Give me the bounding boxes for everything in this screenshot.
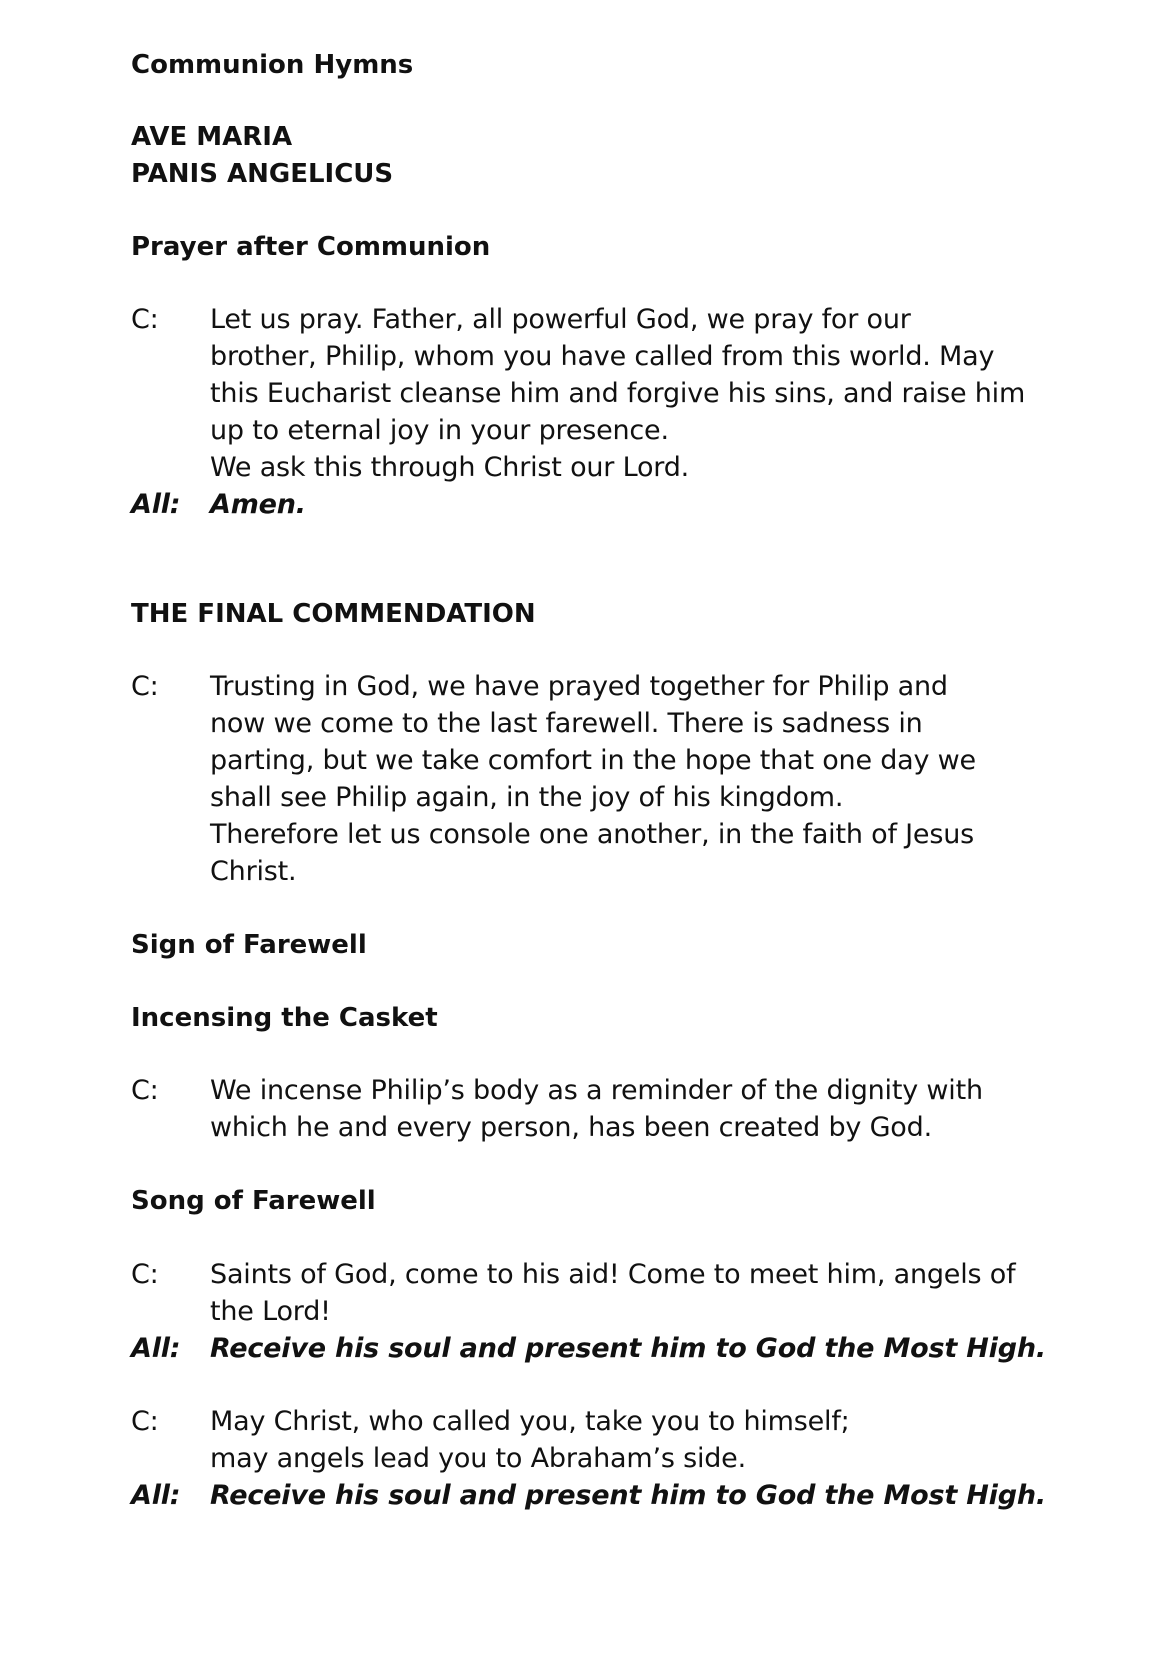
prayer-after-communion-heading: Prayer after Communion [131, 232, 491, 262]
all-response: Receive his soul and present him to God the Most High. [210, 1480, 1046, 1511]
song-of-farewell-heading: Song of Farewell [131, 1186, 376, 1216]
commendation-line: shall see Philip again, in the joy of his kingdom. [210, 782, 844, 813]
all-response: Receive his soul and present him to God the Most High. [210, 1333, 1046, 1364]
incensing-heading: Incensing the Casket [131, 1003, 438, 1033]
celebrant-label: C: [131, 1406, 159, 1437]
sign-of-farewell-heading: Sign of Farewell [131, 930, 367, 960]
all-label: All: [131, 489, 181, 520]
prayer-line: Let us pray. Father, all powerful God, we pray for our [210, 304, 911, 335]
song-line: the Lord! [210, 1296, 331, 1327]
commendation-line: now we come to the last farewell. There is sadness in [210, 708, 923, 739]
final-commendation-heading: THE FINAL COMMENDATION [131, 599, 536, 629]
celebrant-label: C: [131, 304, 159, 335]
hymn-ave-maria: AVE MARIA [131, 122, 293, 152]
celebrant-label: C: [131, 1259, 159, 1290]
prayer-line: We ask this through Christ our Lord. [210, 452, 690, 483]
prayer-line: brother, Philip, whom you have called from this world. May [210, 341, 995, 372]
song-line: May Christ, who called you, take you to himself; [210, 1406, 850, 1437]
all-label: All: [131, 1480, 181, 1511]
incensing-line: We incense Philip’s body as a reminder of the dignity with [210, 1075, 983, 1106]
celebrant-label: C: [131, 1075, 159, 1106]
incensing-line: which he and every person, has been created by God. [210, 1112, 932, 1143]
commendation-line: Therefore let us console one another, in the faith of Jesus [210, 819, 974, 850]
commendation-line: Trusting in God, we have prayed together for Philip and [210, 671, 948, 702]
hymn-panis-angelicus: PANIS ANGELICUS [131, 159, 394, 189]
celebrant-label: C: [131, 671, 159, 702]
prayer-line: this Eucharist cleanse him and forgive his sins, and raise him [210, 378, 1026, 409]
communion-hymns-heading: Communion Hymns [131, 50, 414, 80]
song-line: may angels lead you to Abraham’s side. [210, 1443, 746, 1474]
all-response: Amen. [210, 489, 306, 520]
song-line: Saints of God, come to his aid! Come to meet him, angels of [210, 1259, 1016, 1290]
all-label: All: [131, 1333, 181, 1364]
prayer-line: up to eternal joy in your presence. [210, 415, 669, 446]
commendation-line: parting, but we take comfort in the hope that one day we [210, 745, 976, 776]
commendation-line: Christ. [210, 856, 297, 887]
